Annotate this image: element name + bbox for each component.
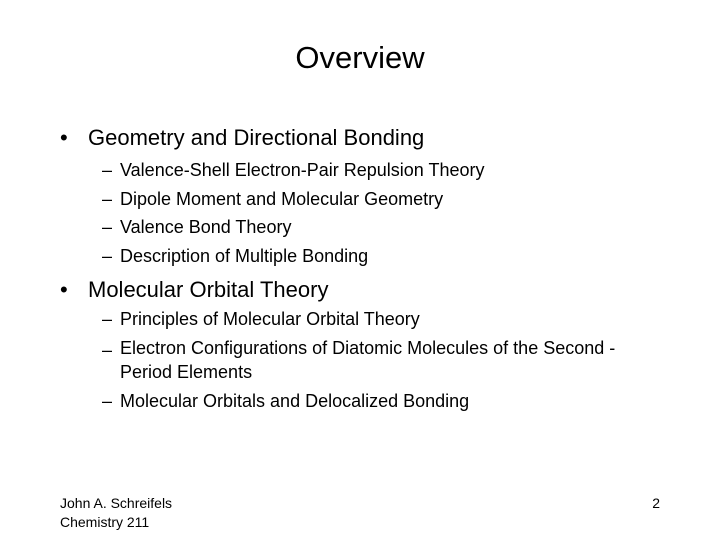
section-heading-text: Geometry and Directional Bonding <box>88 125 425 150</box>
dash-icon: – <box>102 217 113 237</box>
slide-title-text: Overview <box>295 40 425 75</box>
list-item-text: Dipole Moment and Molecular Geometry <box>120 188 444 209</box>
list-item <box>102 334 665 387</box>
dash-icon: – <box>102 390 113 411</box>
list-item <box>102 156 485 185</box>
section-heading-text: Molecular Orbital Theory <box>88 277 329 302</box>
list-item-text: Principles of Molecular Orbital Theory <box>120 309 420 329</box>
footer-author-block <box>60 494 172 532</box>
dash-icon: – <box>102 245 113 266</box>
bullet-icon: • <box>60 277 68 302</box>
list-item <box>102 242 485 271</box>
dash-icon: – <box>102 309 113 329</box>
list-item <box>102 305 665 334</box>
list-item <box>102 387 665 416</box>
list-item-text: Molecular Orbitals and Delocalized Bonding <box>120 390 470 411</box>
footer-author: John A. Schreifels <box>60 495 173 511</box>
footer-course: Chemistry 211 <box>60 514 150 530</box>
list-item-text: Electron Configurations of Diatomic Molecules of the Second -Period Elements <box>120 337 616 382</box>
page-number: 2 <box>652 495 660 511</box>
sub-list-mo-theory <box>102 305 665 415</box>
list-item <box>102 213 485 242</box>
section-heading-geometry <box>60 124 424 152</box>
sub-list-geometry <box>102 156 485 270</box>
list-item-text: Valence Bond Theory <box>120 217 292 237</box>
dash-icon: – <box>102 188 113 209</box>
list-item-text: Description of Multiple Bonding <box>120 245 369 266</box>
list-item <box>102 185 485 214</box>
bullet-icon: • <box>60 125 68 150</box>
dash-icon: – <box>102 339 113 360</box>
slide-title <box>0 38 720 78</box>
list-item-text: Valence-Shell Electron-Pair Repulsion Theory <box>120 160 485 180</box>
dash-icon: – <box>102 160 113 180</box>
section-heading-mo-theory <box>60 276 328 304</box>
